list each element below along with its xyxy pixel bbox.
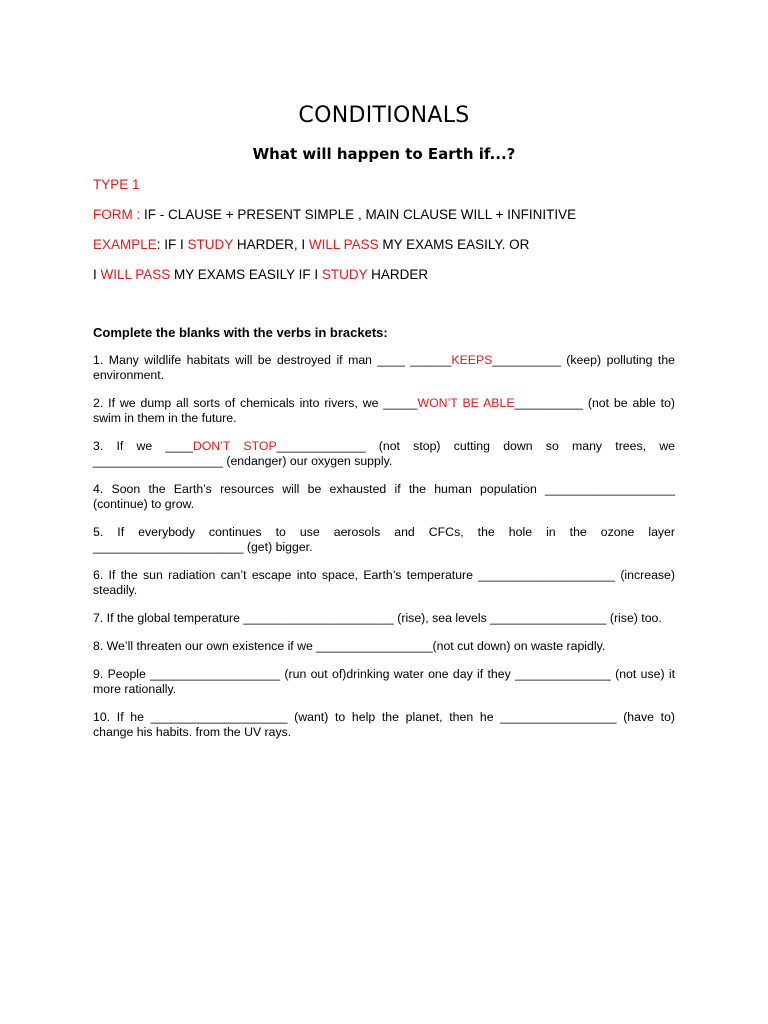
exercise-item: 4. Soon the Earth’s resources will be exhausted if the human population ___________________ (continue) to grow. (93, 482, 675, 511)
example-highlight: STUDY (187, 237, 234, 252)
example-text: MY EXAMS EASILY. OR (378, 237, 530, 252)
page-title: CONDITIONALS (298, 103, 470, 128)
answer: WON’T BE ABLE (417, 396, 515, 410)
instructions: Complete the blanks with the verbs in brackets: (93, 325, 388, 340)
example-line (93, 237, 529, 252)
exercise-item: 9. People ___________________ (run out of)drinking water one day if they ______________ (not use) it more rationally. (93, 667, 675, 696)
example-highlight: STUDY (321, 267, 368, 282)
example-text: I (93, 267, 101, 282)
example-text: : IF I (156, 237, 188, 252)
exercise-item: 6. If the sun radiation can’t escape into space, Earth’s temperature ____________________ (increase) steadily. (93, 568, 675, 597)
example-highlight: WILL PASS (308, 237, 379, 252)
example-text: HARDER, I (233, 237, 309, 252)
example-text: HARDER (367, 267, 429, 282)
exercise-item: 2. If we dump all sorts of chemicals into rivers, we _____WON’T BE ABLE__________ (not be able to) swim in them in the future. (93, 396, 675, 425)
exercise-item: 8. We’ll threaten our own existence if we _________________(not cut down) on waste rapidly. (93, 639, 606, 653)
form-line (93, 207, 576, 222)
exercise-item: 5. If everybody continues to use aerosols and CFCs, the hole in the ozone layer ______________________ (get) bigger. (93, 525, 675, 554)
answer: DON’T STOP (192, 439, 277, 453)
page-subtitle: What will happen to Earth if...? (252, 145, 516, 163)
example-label: EXAMPLE (93, 237, 157, 252)
exercise-item: 10. If he ____________________ (want) to help the planet, then he _________________ (have to) change his habits. from the UV rays. (93, 710, 675, 739)
example-text: MY EXAMS EASILY IF I (170, 267, 322, 282)
type-label: TYPE 1 (93, 177, 140, 192)
exercise-item: 3. If we ____DON’T STOP_____________ (not stop) cutting down so many trees, we ___________________ (endanger) our oxygen supply. (93, 439, 675, 468)
example-highlight: WILL PASS (100, 267, 171, 282)
form-text: IF - CLAUSE + PRESENT SIMPLE , MAIN CLAUSE WILL + INFINITIVE (140, 207, 577, 222)
answer: KEEPS (451, 353, 493, 367)
example-line-2 (93, 267, 428, 282)
exercise-list (93, 353, 675, 753)
exercise-item: 1. Many wildlife habitats will be destroyed if man ____ ______KEEPS__________ (keep) polluting the environment. (93, 353, 675, 382)
form-label: FORM : (93, 207, 141, 222)
exercise-item: 7. If the global temperature ______________________ (rise), sea levels _________________ (rise) too. (93, 611, 662, 625)
